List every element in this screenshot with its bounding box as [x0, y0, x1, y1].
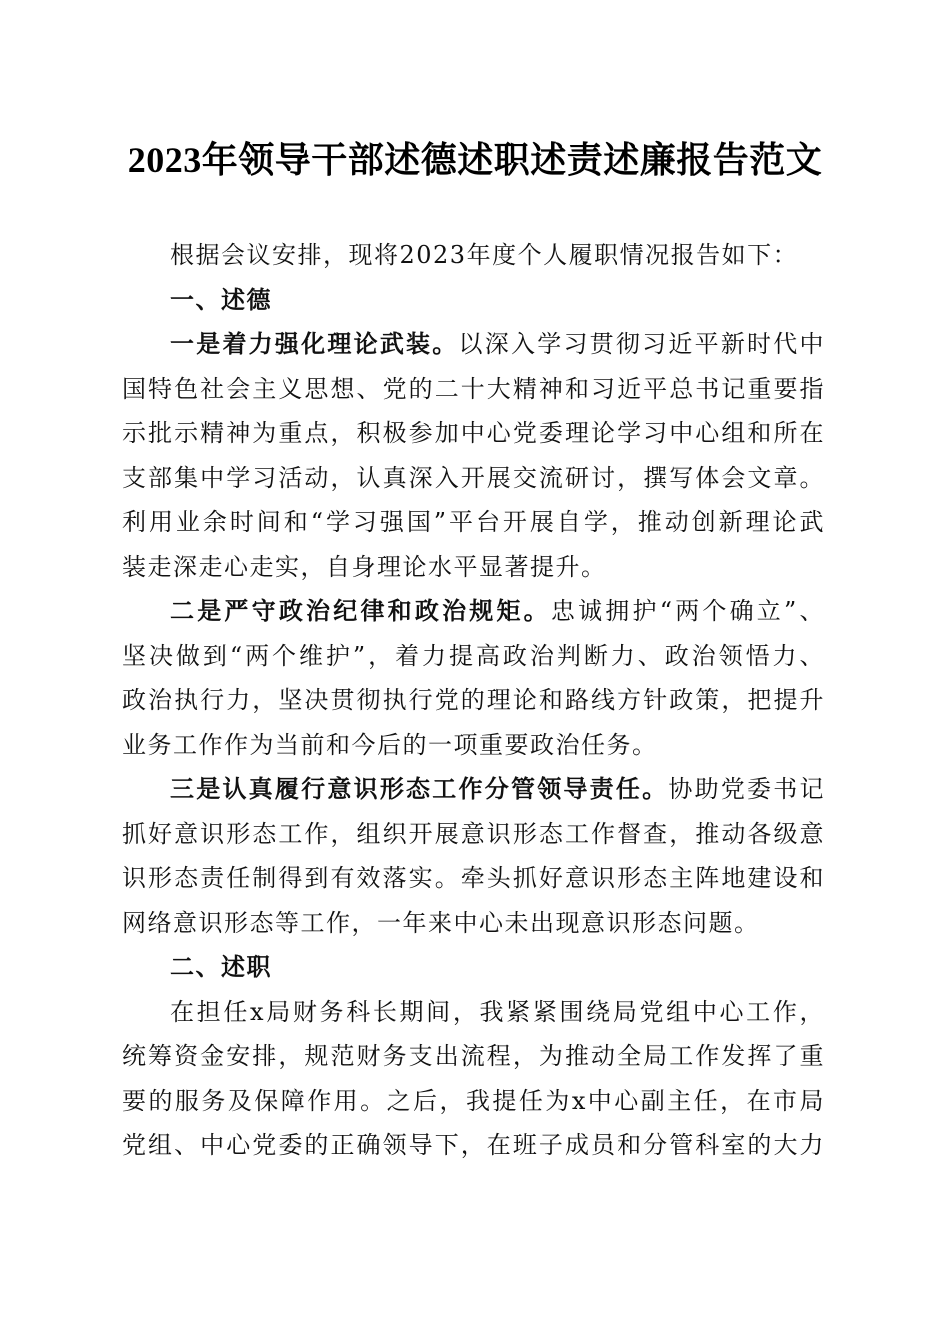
intro-paragraph: 根据会议安排，现将2023年度个人履职情况报告如下：: [170, 241, 799, 269]
text-line: 党组、中心党委的正确领导下，在班子成员和分管科室的大力: [122, 1131, 825, 1159]
text-line: [122, 322, 825, 367]
text-line: [122, 589, 825, 634]
line-text: 忠诚拥护“两个确立”、: [550, 597, 825, 625]
text-line: 支部集中学习活动，认真深入开展交流研讨，撰写体会文章。: [122, 463, 825, 492]
line-text: 协助党委书记: [668, 775, 825, 803]
paragraph: [122, 589, 825, 767]
paragraph-lead: 一是着力强化理论武装。: [170, 329, 459, 358]
line-text: 以深入学习贯彻习近平新时代中: [458, 330, 825, 358]
paragraph: [122, 990, 825, 1168]
text-line: 政治执行力，坚决贯彻执行党的理论和路线方针政策，把提升: [122, 686, 825, 714]
text-line: 利用业余时间和“学习强国”平台开展自学，推动创新理论武: [122, 508, 825, 536]
text-line: 在担任x局财务科长期间，我紧紧围绕局党组中心工作，: [170, 997, 825, 1026]
text-line: 国特色社会主义思想、党的二十大精神和习近平总书记重要指: [122, 374, 825, 403]
text-line: 业务工作作为当前和今后的一项重要政治任务。: [122, 730, 658, 759]
text-line: 坚决做到“两个维护”，着力提高政治判断力、政治领悟力、: [122, 641, 825, 670]
text-line: [122, 767, 825, 812]
text-line: 示批示精神为重点，积极参加中心党委理论学习中心组和所在: [122, 419, 825, 447]
document-body: [122, 233, 825, 1168]
text-line: 装走深走心走实，自身理论水平显著提升。: [122, 552, 607, 581]
paragraph-lead: 二是严守政治纪律和政治规矩。: [170, 596, 551, 625]
text-line: 要的服务及保障作用。之后，我提任为x中心副主任，在市局: [122, 1086, 825, 1115]
paragraph: [122, 767, 825, 945]
paragraph-lead: 三是认真履行意识形态工作分管领导责任。: [170, 774, 669, 803]
text-line: 识形态责任制得到有效落实。牵头抓好意识形态主阵地建设和: [122, 864, 825, 892]
text-line: 网络意识形态等工作，一年来中心未出现意识形态问题。: [122, 908, 760, 937]
text-line: 统筹资金安排，规范财务支出流程，为推动全局工作发挥了重: [122, 1042, 825, 1070]
paragraph: [122, 322, 825, 589]
text-line: 抓好意识形态工作，组织开展意识形态工作督查，推动各级意: [122, 819, 825, 848]
document-title: 2023年领导干部述德述职述责述廉报告范文: [127, 140, 823, 180]
section-heading: 二、述职: [170, 953, 272, 981]
section-heading: 一、述德: [170, 285, 272, 314]
